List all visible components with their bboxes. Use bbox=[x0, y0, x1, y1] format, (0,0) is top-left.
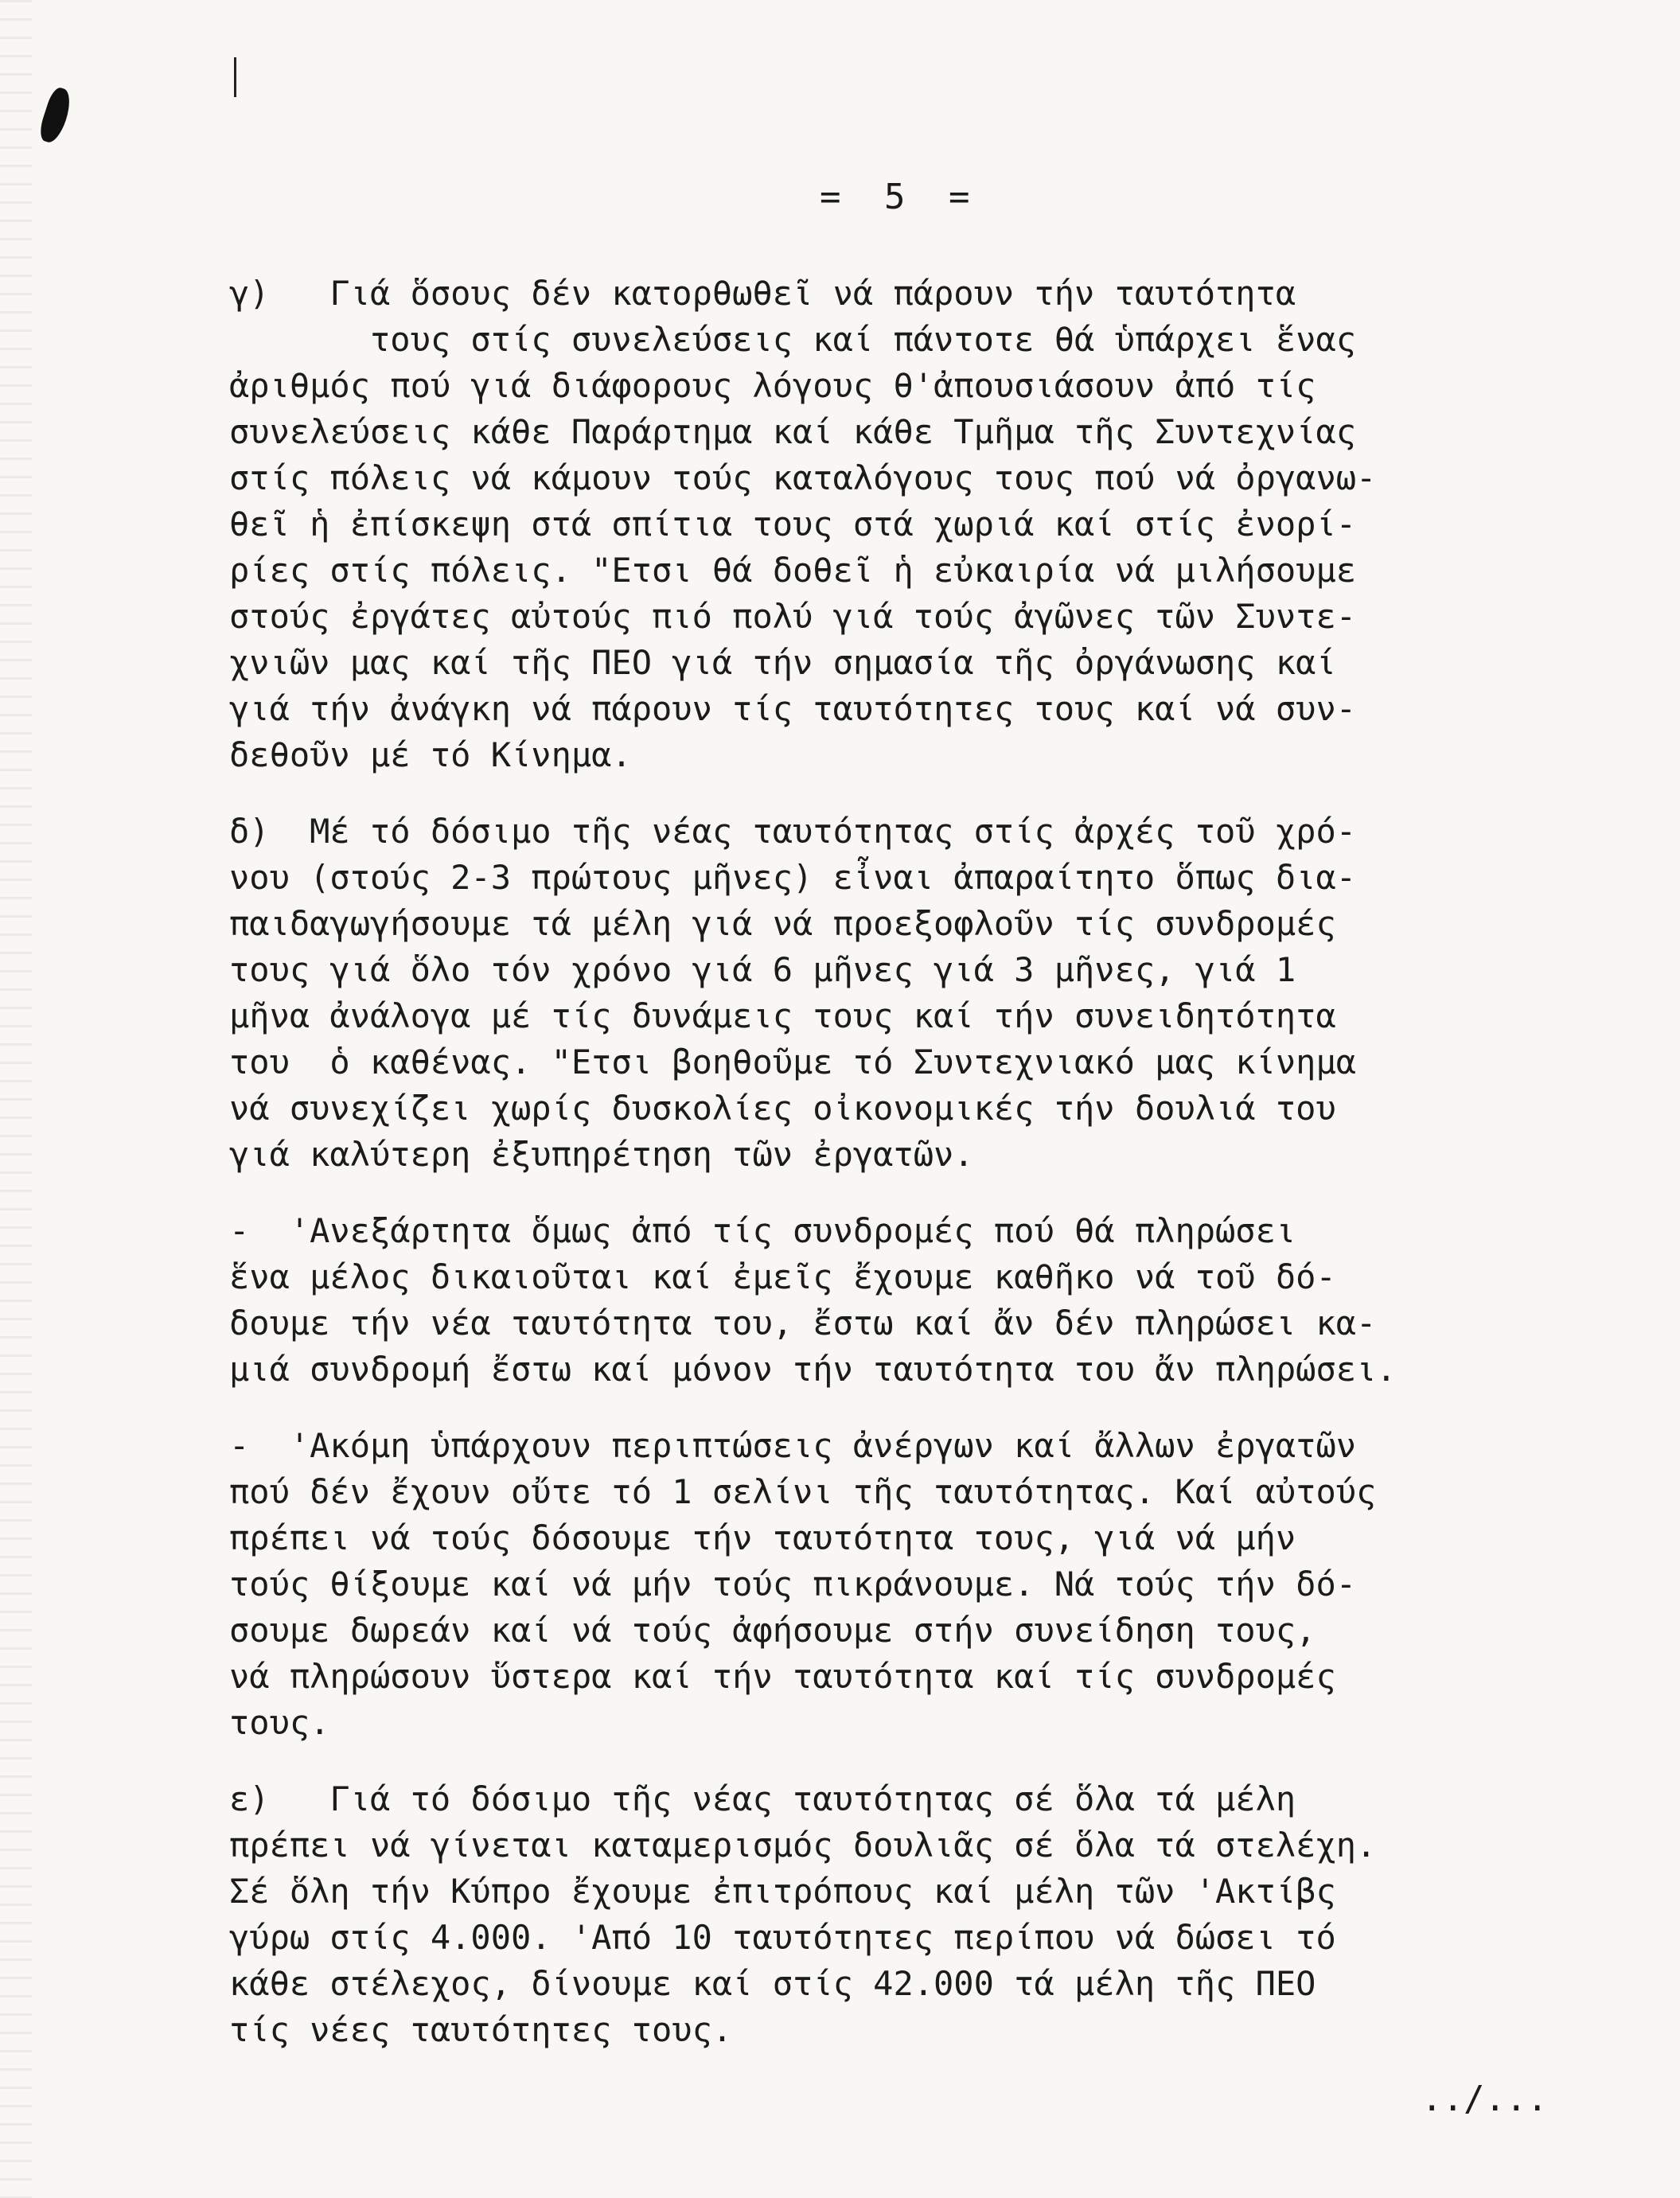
text-line: γ) Γιά ὅσους δέν κατορθωθεῖ νά πάρουν τήν ταυτότητα bbox=[229, 274, 1296, 313]
text-line: - 'Ακόμη ὑπάρχουν περιπτώσεις ἀνέργων καί ἄλλων ἐργατῶν bbox=[229, 1426, 1357, 1465]
text-line: δεθοῦν μέ τό Κίνημα. bbox=[229, 735, 632, 774]
text-line: τούς θίξουμε καί νά μήν τούς πικράνουμε. Νά τούς τήν δό- bbox=[229, 1565, 1357, 1604]
text-line: κάθε στέλεχος, δίνουμε καί στίς 42.000 τά μέλη τῆς ΠΕΟ bbox=[229, 1964, 1316, 2003]
ink-blot bbox=[37, 85, 75, 145]
text-line: δουμε τήν νέα ταυτότητα του, ἔστω καί ἄν δέν πληρώσει κα- bbox=[229, 1304, 1377, 1343]
text-line: μῆνα ἀνάλογα μέ τίς δυνάμεις τους καί τήν συνειδητότητα bbox=[229, 996, 1336, 1035]
text-line: γύρω στίς 4.000. 'Από 10 ταυτότητες περίπου νά δώσει τό bbox=[229, 1918, 1336, 1957]
text-line: μιά συνδρομή ἔστω καί μόνον τήν ταυτότητα του ἄν πληρώσει. bbox=[229, 1350, 1397, 1389]
text-line: ἕνα μέλος δικαιοῦται καί ἐμεῖς ἔχουμε καθῆκο νά τοῦ δό- bbox=[229, 1257, 1336, 1296]
text-line: στούς ἐργάτες αὐτούς πιό πολύ γιά τούς ἀγῶνες τῶν Συντε- bbox=[229, 597, 1357, 636]
pen-mark bbox=[234, 57, 236, 97]
text-line: νά συνεχίζει χωρίς δυσκολίες οἰκονομικές τήν δουλιά του bbox=[229, 1089, 1336, 1128]
paragraph-epsilon bbox=[229, 1776, 1630, 2053]
text-line: χνιῶν μας καί τῆς ΠΕΟ γιά τήν σημασία τῆς ὀργάνωσης καί bbox=[229, 643, 1336, 682]
text-line: στίς πόλεις νά κάμουν τούς καταλόγους τους πού νά ὀργανω- bbox=[229, 458, 1377, 497]
text-line: ρίες στίς πόλεις. "Ετσι θά δοθεῖ ἡ εὐκαιρία νά μιλήσουμε bbox=[229, 551, 1357, 590]
paragraph-dash-1 bbox=[229, 1208, 1630, 1393]
text-line: νου (στούς 2-3 πρώτους μῆνες) εἶναι ἀπαραίτητο ὅπως δια- bbox=[229, 858, 1357, 897]
scan-edge-noise bbox=[0, 0, 32, 2198]
page-number: = 5 = bbox=[820, 177, 981, 217]
text-line: - 'Ανεξάρτητα ὅμως ἀπό τίς συνδρομές πού θά πληρώσει bbox=[229, 1211, 1296, 1250]
text-line: συνελεύσεις κάθε Παράρτημα καί κάθε Τμῆμα τῆς Συντεχνίας bbox=[229, 412, 1357, 451]
continuation-marker: ../... bbox=[1421, 2079, 1548, 2119]
text-line: πού δέν ἔχουν οὔτε τό 1 σελίνι τῆς ταυτότητας. Καί αὐτούς bbox=[229, 1472, 1377, 1511]
text-line: πρέπει νά τούς δόσουμε τήν ταυτότητα τους, γιά νά μήν bbox=[229, 1518, 1296, 1557]
text-line: τους γιά ὅλο τόν χρόνο γιά 6 μῆνες γιά 3 μῆνες, γιά 1 bbox=[229, 950, 1296, 989]
text-line: Σέ ὅλη τήν Κύπρο ἔχουμε ἐπιτρόπους καί μέλη τῶν 'Ακτίβς bbox=[229, 1872, 1336, 1911]
text-line: τους στίς συνελεύσεις καί πάντοτε θά ὑπάρχει ἕνας bbox=[229, 320, 1357, 359]
text-line: του ὁ καθένας. "Ετσι βοηθοῦμε τό Συντεχνιακό μας κίνημα bbox=[229, 1042, 1357, 1081]
text-line: τίς νέες ταυτότητες τους. bbox=[229, 2010, 733, 2049]
document-body bbox=[229, 271, 1630, 2053]
text-line: ε) Γιά τό δόσιμο τῆς νέας ταυτότητας σέ ὅλα τά μέλη bbox=[229, 1779, 1296, 1818]
text-line: γιά καλύτερη ἐξυπηρέτηση τῶν ἐργατῶν. bbox=[229, 1135, 974, 1174]
paragraph-gamma bbox=[229, 271, 1630, 778]
text-line: νά πληρώσουν ὕστερα καί τήν ταυτότητα καί τίς συνδρομές bbox=[229, 1657, 1336, 1696]
text-line: ἀριθμός πού γιά διάφορους λόγους θ'ἀπουσιάσουν ἀπό τίς bbox=[229, 366, 1316, 405]
text-line: παιδαγωγήσουμε τά μέλη γιά νά προεξοφλοῦν τίς συνδρομές bbox=[229, 904, 1336, 943]
text-line: σουμε δωρεάν καί νά τούς ἀφήσουμε στήν συνείδηση τους, bbox=[229, 1611, 1316, 1650]
paragraph-dash-2 bbox=[229, 1423, 1630, 1746]
text-line: τους. bbox=[229, 1703, 330, 1742]
text-line: γιά τήν ἀνάγκη νά πάρουν τίς ταυτότητες τους καί νά συν- bbox=[229, 689, 1357, 728]
text-line: πρέπει νά γίνεται καταμερισμός δουλιᾶς σέ ὅλα τά στελέχη. bbox=[229, 1826, 1377, 1865]
paragraph-delta bbox=[229, 809, 1630, 1178]
text-line: θεῖ ἡ ἐπίσκεψη στά σπίτια τους στά χωριά καί στίς ἐνορί- bbox=[229, 505, 1357, 544]
text-line: δ) Μέ τό δόσιμο τῆς νέας ταυτότητας στίς ἀρχές τοῦ χρό- bbox=[229, 812, 1357, 851]
